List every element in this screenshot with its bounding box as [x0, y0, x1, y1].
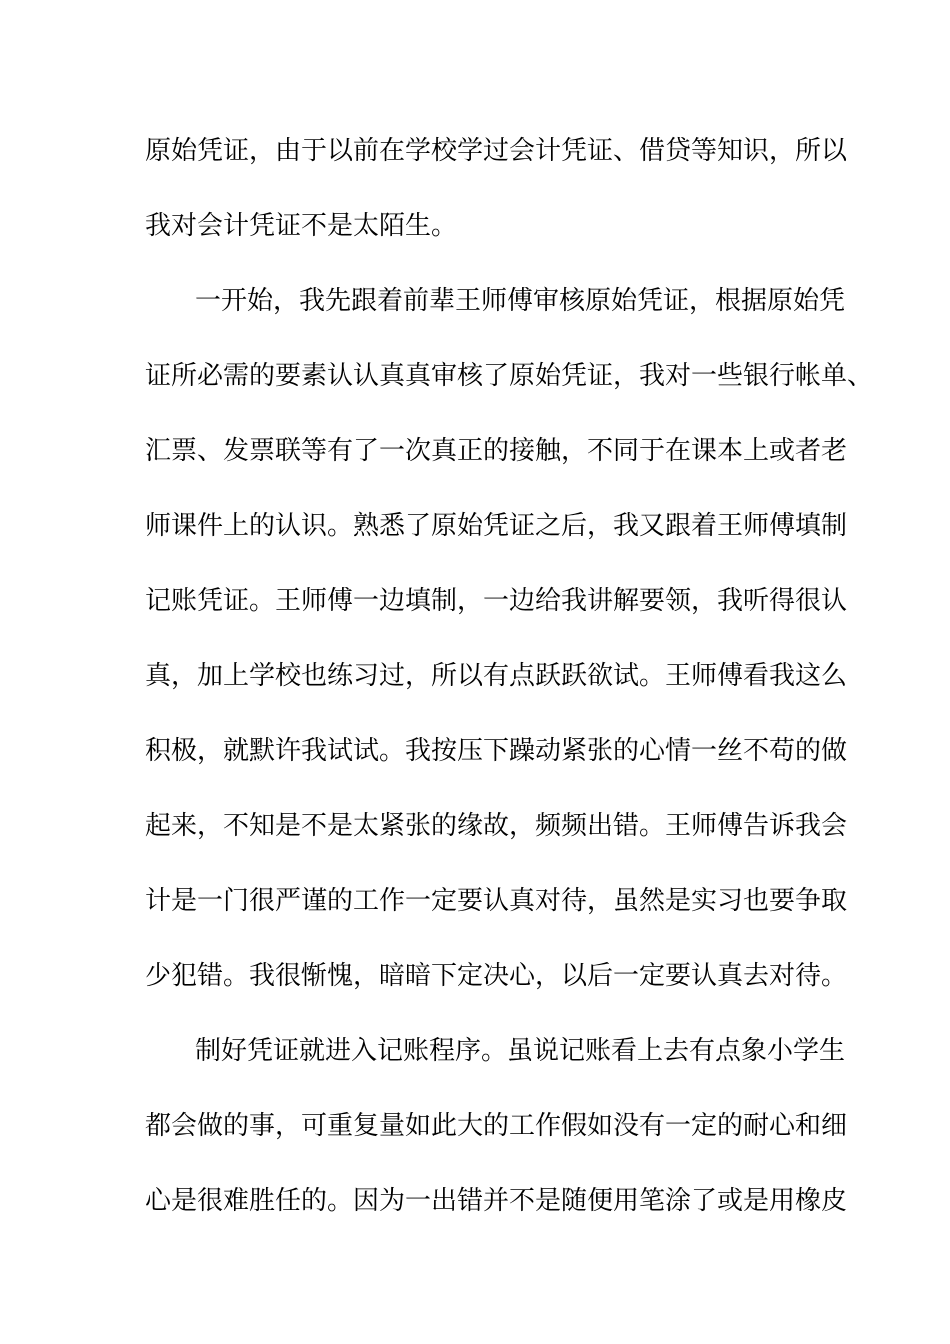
- text-line-10: 起来，不知是不是太紧张的缘故，频频出错。王师傅告诉我会: [145, 811, 848, 841]
- text-line-7: 记账凭证。王师傅一边填制，一边给我讲解要领，我听得很认: [145, 586, 848, 616]
- text-line-14: 都会做的事，可重复量如此大的工作假如没有一定的耐心和细: [145, 1111, 848, 1141]
- text-line-8: 真，加上学校也练习过，所以有点跃跃欲试。王师傅看我这么: [145, 661, 848, 691]
- text-line-11: 计是一门很严谨的工作一定要认真对待，虽然是实习也要争取: [145, 886, 848, 916]
- text-line-3-paragraph-start: 一开始，我先跟着前辈王师傅审核原始凭证，根据原始凭: [195, 286, 846, 316]
- text-line-13-paragraph-start: 制好凭证就进入记账程序。虽说记账看上去有点象小学生: [195, 1036, 846, 1066]
- text-line-6: 师课件上的认识。熟悉了原始凭证之后，我又跟着王师傅填制: [145, 511, 848, 541]
- text-line-4: 证所必需的要素认认真真审核了原始凭证，我对一些银行帐单、: [145, 361, 874, 391]
- text-line-12: 少犯错。我很惭愧，暗暗下定决心，以后一定要认真去对待。: [145, 961, 848, 991]
- text-line-9: 积极，就默许我试试。我按压下躁动紧张的心情一丝不苟的做: [145, 736, 848, 766]
- text-line-5: 汇票、发票联等有了一次真正的接触，不同于在课本上或者老: [145, 436, 848, 466]
- text-line-15: 心是很难胜任的。因为一出错并不是随便用笔涂了或是用橡皮: [145, 1186, 848, 1216]
- text-line-2: 我对会计凭证不是太陌生。: [145, 211, 458, 241]
- text-line-1: 原始凭证，由于以前在学校学过会计凭证、借贷等知识，所以: [145, 136, 848, 166]
